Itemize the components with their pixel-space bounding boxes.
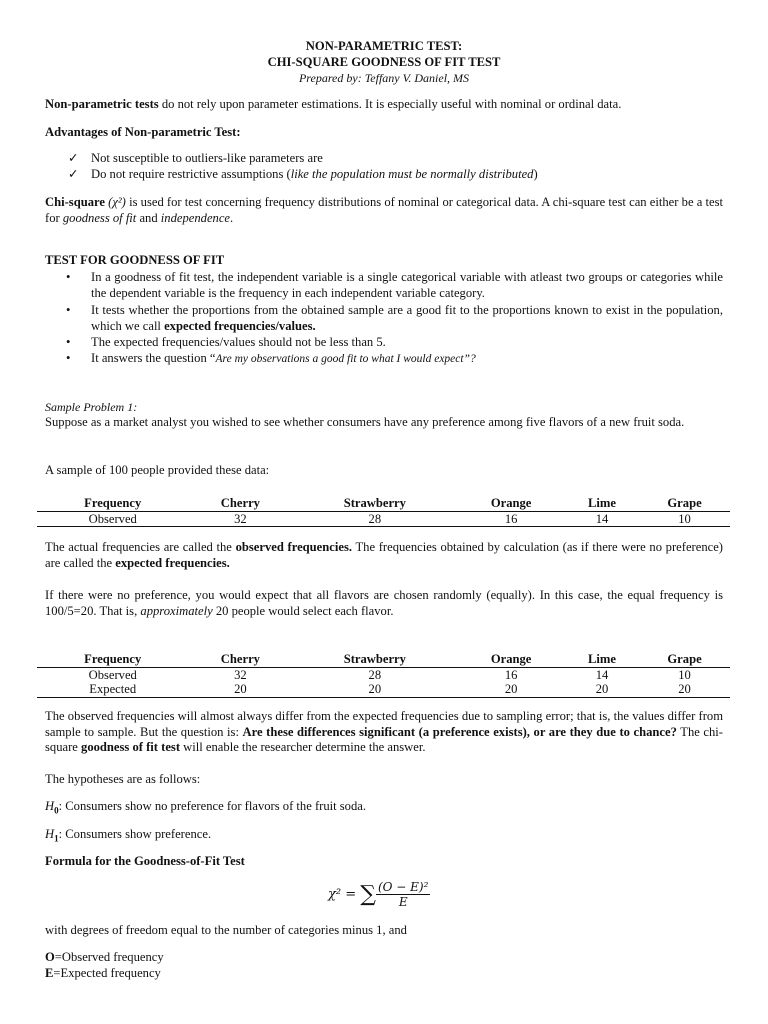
check-icon: ✓ — [68, 167, 79, 181]
sample-problem-text: Suppose as a market analyst you wished to see whether consumers have any preference among five flavors of a new fruit soda. — [45, 415, 685, 429]
e-definition: E=Expected frequency — [45, 966, 161, 980]
table-header: Cherry — [188, 652, 292, 667]
np-definition — [45, 97, 723, 113]
table-header: Strawberry — [292, 652, 457, 667]
table-row — [37, 511, 730, 527]
table-header: Frequency — [37, 652, 188, 667]
table-header: Orange — [457, 652, 565, 667]
table-header: Strawberry — [292, 496, 457, 511]
formula-fraction — [376, 880, 430, 909]
table-cell: Observed — [88, 667, 137, 682]
gof-bullet-1: In a goodness of fit test, the independent variable is a single categorical variable with atleast two groups or categories while the dependent variable is the frequency in each independent variable category. — [91, 270, 723, 300]
advantages-heading: Advantages of Non-parametric Test: — [45, 125, 241, 139]
doc-author: Prepared by: Teffany V. Daniel, MS — [298, 71, 470, 85]
table-cell: 20 — [188, 682, 292, 697]
table-header: Frequency — [37, 496, 188, 511]
table-cell: 14 — [595, 667, 609, 682]
table-cell: 20 — [292, 682, 457, 697]
table-cell: 20 — [565, 682, 639, 697]
table-cell: Expected — [37, 682, 188, 697]
table-header: Lime — [565, 496, 639, 511]
degrees-of-freedom-text: with degrees of freedom equal to the number of categories minus 1, and — [45, 923, 407, 937]
hypotheses-intro: The hypotheses are as follows: — [45, 772, 201, 786]
table-cell: 20 — [457, 682, 565, 697]
chi-square-formula — [328, 880, 430, 909]
gof-heading: TEST FOR GOODNESS OF FIT — [45, 253, 225, 267]
gof-bullet-2: It tests whether the proportions from the obtained sample are a good fit to the proportions known to exist in the population, which we call expected frequencies/values. — [91, 303, 723, 333]
bullet-icon: • — [66, 335, 71, 349]
table-cell: Observed — [37, 511, 188, 527]
chi-term: Chi-square — [45, 195, 105, 209]
table-cell: 10 — [639, 511, 730, 527]
table-row — [37, 682, 730, 697]
sigma-icon: ∑ — [360, 881, 376, 907]
table-header: Grape — [639, 496, 730, 511]
chi-symbol: (χ²) — [108, 195, 126, 209]
null-hypothesis: $H_0$: Consumers show no preference for flavors of the fruit soda. — [45, 799, 367, 816]
advantage-item-1: Not susceptible to outliers-like parameters are — [91, 151, 323, 165]
table-cell: 16 — [504, 667, 518, 682]
table-header: Lime — [565, 652, 639, 667]
table-header: Grape — [639, 652, 730, 667]
o-definition: O=Observed frequency — [45, 950, 164, 964]
formula-numerator: (O − E)² — [377, 880, 429, 894]
np-text: do not rely upon parameter estimations. It is especially useful with nominal or ordinal data. — [158, 97, 622, 111]
table-cell: 10 — [678, 667, 691, 682]
table-cell: 28 — [368, 667, 382, 682]
formula-denominator: E — [398, 895, 408, 909]
advantage-item-2: Do not require restrictive assumptions (like the population must be normally distributed) — [91, 167, 538, 181]
table-cell: 16 — [457, 511, 565, 527]
gof-bullet-3: The expected frequencies/values should not be less than 5. — [91, 335, 386, 349]
bullet-icon: • — [66, 351, 71, 365]
observed-expected-table — [37, 652, 730, 698]
bullet-icon: • — [66, 303, 71, 317]
check-icon: ✓ — [68, 151, 79, 165]
sample-data-intro: A sample of 100 people provided these data: — [45, 463, 270, 477]
formula-heading: Formula for the Goodness-of-Fit Test — [45, 854, 245, 868]
chi-square-definition: Chi-square (χ²) is used for test concerning frequency distributions of nominal or categorical data. A chi-square test can either be a test for goodness of fit and independence. — [45, 195, 723, 225]
doc-title-line2: CHI-SQUARE GOODNESS OF FIT TEST — [267, 55, 501, 69]
bullet-icon: • — [66, 270, 71, 284]
table-cell: 20 — [639, 682, 730, 697]
sample-problem-label: Sample Problem 1: — [45, 400, 138, 414]
np-term: Non-parametric tests — [45, 97, 159, 111]
alternative-hypothesis: $H_1$: Consumers show preference. — [45, 827, 212, 844]
table-cell: 28 — [292, 511, 457, 527]
doc-title-line1: NON-PARAMETRIC TEST: — [305, 39, 463, 53]
table-header: Orange — [457, 496, 565, 511]
table-cell: 32 — [234, 667, 247, 682]
table-header: Cherry — [188, 496, 292, 511]
gof-bullet-4: It answers the question “Are my observations a good fit to what I would expect”? — [91, 351, 476, 365]
table-cell: 14 — [565, 511, 639, 527]
differences-paragraph: The observed frequencies will almost always differ from the expected frequencies due to sampling error; that is, the values differ from sample to sample. But the question is: Are these differences significant (a preference exists), or are they due to chance? The chi-square goodness of fit test will enable the researcher determine the answer. — [45, 709, 724, 754]
table-row — [37, 667, 730, 682]
observed-table — [37, 496, 730, 527]
formula-lhs: χ² = — [328, 887, 361, 902]
no-preference-paragraph: If there were no preference, you would expect that all flavors are chosen randomly (equally). In this case, the equal frequency is 100/5=20. That is, approximately 20 people would select each flavor. — [45, 588, 723, 618]
observed-frequencies-paragraph: The actual frequencies are called the observed frequencies. The frequencies obtained by calculation (as if there were no preference) are called the expected frequencies. — [45, 540, 723, 570]
table-cell: 32 — [188, 511, 292, 527]
